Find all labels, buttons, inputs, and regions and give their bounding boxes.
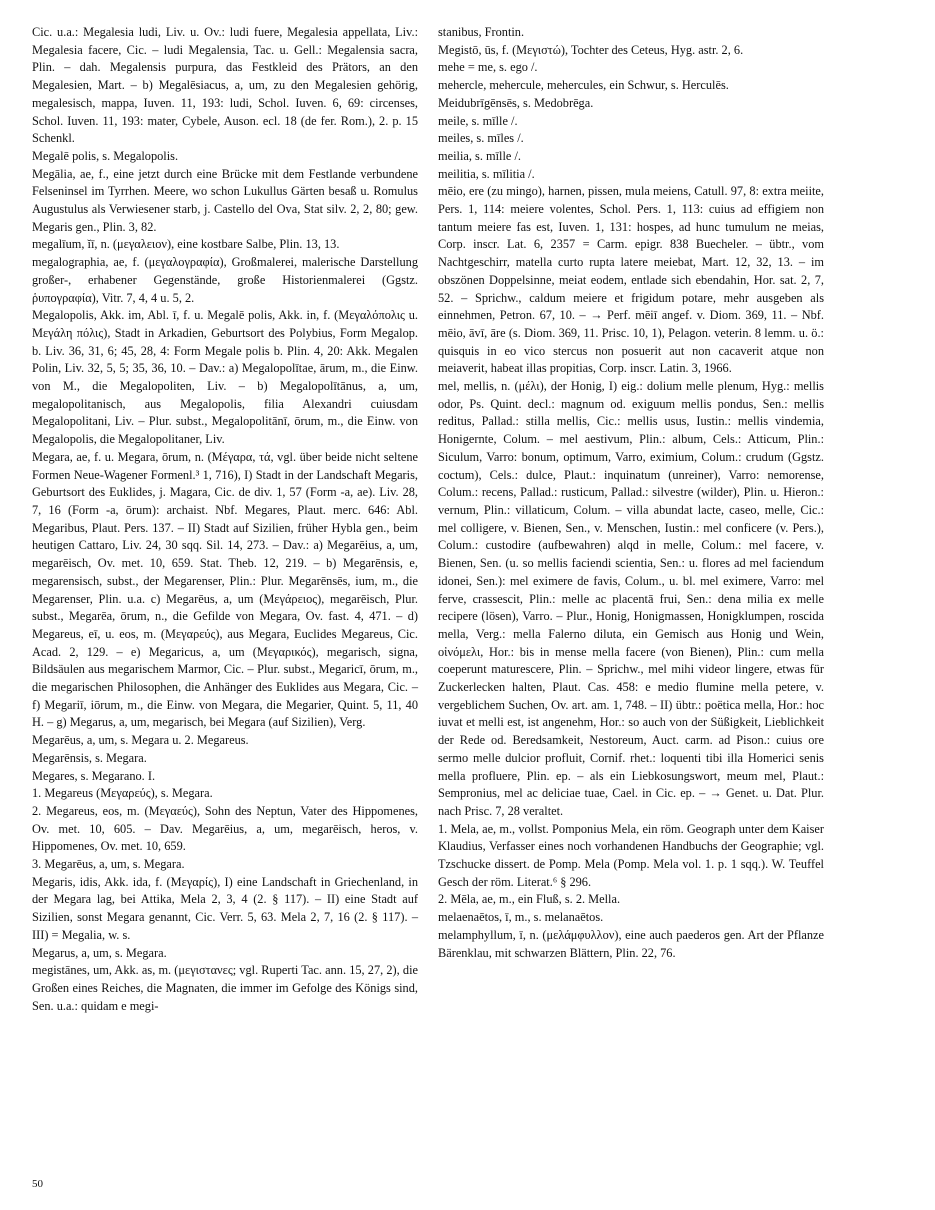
dictionary-entry: mehercle, mehercule, mehercules, ein Schwur, s. Herculēs. <box>438 78 729 93</box>
dictionary-entry: 2. Mēla, ae, m., ein Fluß, s. 2. Mella. <box>438 892 621 907</box>
dictionary-entry: mēio, ere (zu mingo), harnen, pissen, mula meiens, Catull. 97, 8: extra meiite, Pers. 1, 114: meiere volentes, Schol. Pers. 1, 113: cuius ad effigiem non tantum meiere fas est, Iuven. 1, 131: hospes, ad hunc tumulum ne meias, Corp. inscr. Lat. 6, 2357 = Carm. epigr. 838 Buecheler. – übtr., vom Nachtgeschirr, matella curto rupta latere meiebat, Mart. 12, 32, 13. – im obszönen Doppelsinne, meiat eodem, entlade sich ebendahin, Hor. sat. 2, 7, 52. – Sprichw., caldum meiere et frigidum potare, mehr ausgeben als einnehmen, Petron. 67, 10. – → Perf. mēiī angef. v. Diom. 369, 11. – Nbf. mēio, āvī, āre (s. Diom. 369, 11. Prisc. 10, 1), Pelagon. veterin. 8 lemm. u. ö.: quisquis in eo vico stercus non posuerit aut non cacaverit atque non meiaverit, habeat illas propitias, Corp. inscr. Latin. 3, 1966. <box>438 184 824 376</box>
dictionary-entry: Megarus, a, um, s. Megara. <box>32 945 167 960</box>
right-column <box>438 24 824 962</box>
dictionary-entry: 3. Megarēus, a, um, s. Megara. <box>32 857 185 872</box>
dictionary-entry: Megālia, ae, f., eine jetzt durch eine Brücke mit dem Festlande verbundene Felseninsel im Tyrrhen. Meere, wo schon Lukullus Gärten besaß u. Romulus Augustulus als Verwiesener starb, j. Castello del Ova, Stat silv. 2, 2, 80; gew. Megaris gen., Plin. 3, 82. <box>32 166 418 234</box>
dictionary-entry: megistānes, um, Akk. as, m. (μεγιστανες; vgl. Ruperti Tac. ann. 15, 27, 2), die Großen eines Reiches, die Magnaten, die immer im Gefolge des Königs sind, Sen. u.a.: quidam e megi- <box>32 963 418 1013</box>
dictionary-entry: meilitia, s. mīlitia /. <box>438 166 535 181</box>
dictionary-entry: Megalopolis, Akk. im, Abl. ī, f. u. Megalē polis, Akk. in, f. (Μεγαλόπολις u. Μεγάλη πόλις), Stadt in Arkadien, Geburtsort des Polybius, Form Megalop. b. Liv. 36, 31, 6; 45, 28, 4: Form Megale polis b. Plin. 4, 20: Akk. Megalen Polin, Liv. 32, 5, 5; 35, 36, 10. – Dav.: a) Megalopolītae, ārum, m., die Einw. von M., die Megalopoliten, Liv. – b) Megalopolītānus, a, um, megalopolitanisch, aus Megalopolis, filia Alexandri cuiusdam Megalopolitani, Liv. – Plur. subst., Megalopolitānī, ōrum, m., die Einw. von Megalopolis, die Megalopolitaner, Liv. <box>32 308 418 447</box>
dictionary-entry: Megarēnsis, s. Megara. <box>32 750 147 765</box>
dictionary-entry: megalographia, ae, f. (μεγαλογραφία), Großmalerei, malerische Darstellung großer-, erhabener Gegenstände, große Historienmalerei (Ggstz. ῥυπογραφία), Vitr. 7, 4, 4 u. 5, 2. <box>32 255 418 305</box>
dictionary-entry: 1. Mela, ae, m., vollst. Pomponius Mela, ein röm. Geograph unter dem Kaiser Klaudius, Verfasser eines noch vorhandenen Handbuchs der Geographie; vgl. Tzschucke dissert. de Pomp. Mela (Pomp. Mela vol. 1. p. 1 sqq.). W. Teuffel Gesch der röm. Literat.⁶ § 296. <box>438 821 824 889</box>
dictionary-entry: mel, mellis, n. (μέλι), der Honig, I) eig.: dolium melle plenum, Hyg.: mellis odor, Ps. Quint. decl.: magnum od. exiguum mellis pondus, Sen.: mellis reditus, Pallad.: stilla mellis, Cic.: mellis usus, Iustin.: mellis vindemia, Honigernte, Colum. – mel aestivum, Plin.: album, Cels.: Atticum, Plin.: Siculum, Varro: bonum, optimum, Varro, eximium, Colum.: crudum (Ggstz. coctum), Cels.: dulce, Plaut.: inquinatum (unreiner), Varro: nemorense, Colum.: recens, Pallad.: rusticum, Pallad.: silvestre (wilder), Plin. u. Hieron.: vernum, Plin.: villaticum, Colum. – villa abundat lacte, caseo, melle, Cic.: mel colligere, v. Bienen, Sen., v. Menschen, Iustin.: mel conficere (v. Pers.), Colum.: custodire (aufbewahren) alqd in melle, Colum.: mel facere, v. Bienen, Sen. (u. so mellis faciendi scientia, Sen.: u. flores ad mel faciendum idonei, Sen.): mel eximere de favis, Colum., u. bl. mel eximere, Varro: mel ferve, crassescit, Plin.: melle ac placentā frui, Sen.: dena milia ex melle recipere (lösen), Varro. – Plur., Honig, Honigmassen, Honigklumpen, roscida mella, Verg.: mella Falerno diluta, ein Gemisch aus Honig und Wein, οἰνόμελι, Hor.: bis in mense mella facere (von Bienen), Plin.: cum mella coeperunt maturescere, Plin. – Sprichw., mel mihi videor lingere, etwas für Zuckerlecken halten, Plaut. Cas. 458: e medio flumine mella petere, v. vergeblichem Suchen, Ov. art. am. 1, 748. – II) übtr.: poëtica mella, Hor.: hoc iuvat et melli est, ist angenehm, Hor.: so auch von der Süßigkeit, Lieblichkeit der Rede od. Beredsamkeit, Nestoreum, Auct. carm. ad Pison.: cuius ore sermo melle dulcior profluit, Cornif. rhet.: loquenti tibi illa Homerici senis mella profluere, Plin. ep. – als ein Liebkosungswort, meum mel, Plaut.: Sempronius, mel ac deliciae tuae, Cael. in Cic. ep. – → Genet. u. Dat. Plur. nach Prisc. 7, 28 veraltet. <box>438 379 824 818</box>
dictionary-entry: meiles, s. mīles /. <box>438 131 524 146</box>
dictionary-entry: melaenaētos, ī, m., s. melanaētos. <box>438 910 604 925</box>
dictionary-entry: mehe = me, s. ego /. <box>438 60 538 75</box>
dictionary-entry: 2. Megareus, eos, m. (Μεγαεύς), Sohn des Neptun, Vater des Hippomenes, Ov. met. 10, 605. – Dav. Megarēius, a, um, megarēisch, heros, v. Hippomenes, Ov. met. 10, 659. <box>32 803 418 854</box>
page-number: 50 <box>32 1178 43 1190</box>
dictionary-entry: meilia, s. mīlle /. <box>438 148 521 163</box>
dictionary-entry: Megaris, idis, Akk. ida, f. (Μεγαρίς), I) eine Landschaft in Griechenland, in der Megara lag, bei Attika, Mela 2, 3, 4 (2. § 117). – II) eine Stadt auf Sizilien, sonst Megara genannt, Cic. Verr. 5, 63. Mela 2, 7, 16 (2. § 117). – III) = Megalia, w. s. <box>32 874 418 942</box>
dictionary-entry: Megarēus, a, um, s. Megara u. 2. Megareus. <box>32 733 249 748</box>
dictionary-entry: 1. Megareus (Μεγαρεύς), s. Megara. <box>32 786 213 801</box>
left-column <box>32 24 418 1015</box>
dictionary-entry: stanibus, Frontin. <box>438 25 525 39</box>
dictionary-entry: meile, s. mīlle /. <box>438 113 518 128</box>
dictionary-entry: Megistō, ūs, f. (Μεγιστώ), Tochter des Ceteus, Hyg. astr. 2, 6. <box>438 42 744 57</box>
dictionary-entry: Meidubrīgēnsēs, s. Medobrēga. <box>438 95 594 110</box>
dictionary-entry: Megara, ae, f. u. Megara, ōrum, n. (Μέγαρα, τά, vgl. über beide nicht seltene Formen Neue-Wagener Formenl.³ 1, 716), I) Stadt in der Landschaft Megaris, Geburtsort des Euklides, j. Magara, Cic. de div. 1, 57 (Form -a, ae). Liv. 28, 7, 16 (Form -a, ōrum): archaist. Nbf. Megares, Plaut. merc. 646: Abl. Megaribus, Plaut. Pers. 137. – II) Stadt auf Sizilien, früher Hybla gen., beim heutigen Cattaro, Liv. 24, 30 sqq. Sil. 14, 273. – Dav.: a) Megarēius, a, um, megarēisch, Ov. met. 10, 659. Stat. Theb. 12, 219. – b) Megarēnsis, e, megarensisch, subst., der Megarenser, Plin.: Plur. Megarēnsēs, ium, m., die Megarenser, Plin. u.a. c) Megarēus, a, um (Μεγάρειος), megarēisch, Plur. subst., Megarēa, ōrum, n., die Gefilde von Megara, Ov. fast. 4, 471. – d) Megareus, eī, u. eos, m. (Μεγαρεύς), aus Megara, Euclides Megareus, Cic. Acad. 2, 129. – e) Megaricus, a, um (Μεγαρικός), megarisch, signa, Bildsäulen aus megarischem Marmor, Cic. – Plur. subst., Megaricī, ōrum, m., die megarischen Philosophen, die Anhänger des Euklides aus Megara, Cic. – f) Megariī, iōrum, m., die Einw. von Megara, die Megarier, Quint. 5, 11, 40 H. – g) Megarus, a, um, megarisch, bei Megara (auf Sizilien), Verg. <box>32 449 418 730</box>
dictionary-entry: melamphyllum, ī, n. (μελάμφυλλον), eine auch paederos gen. Art der Pflanze Bärenklau, mit schwarzen Blättern, Plin. 22, 76. <box>438 927 824 960</box>
dictionary-entry: Megalē polis, s. Megalopolis. <box>32 148 179 163</box>
dictionary-entry: Cic. u.a.: Megalesia ludi, Liv. u. Ov.: ludi fuere, Megalesia appellata, Liv.: Megalesia facere, Cic. – ludi Megalensia, Tac. u. Gell.: Megalensia sacra, Plin. – dah. Megalensis purpura, das Festkleid des Prätors, an den Megalesien, Mart. – b) Megalēsiacus, a, um, zu den Megalesien gehörig, megalesisch, mappa, Iuven. 11, 193: ludi, Schol. Iuven. 6, 69: circenses, Schol. Iuven. 11, 193: mater, Cybele, Auson. ecl. 18 (de fer. Rom.), 2. p. 15 Schenkl. <box>32 25 418 146</box>
dictionary-entry: megalīum, ĭī, n. (μεγαλειον), eine kostbare Salbe, Plin. 13, 13. <box>32 237 340 252</box>
dictionary-entry: Megares, s. Megarano. I. <box>32 768 156 783</box>
